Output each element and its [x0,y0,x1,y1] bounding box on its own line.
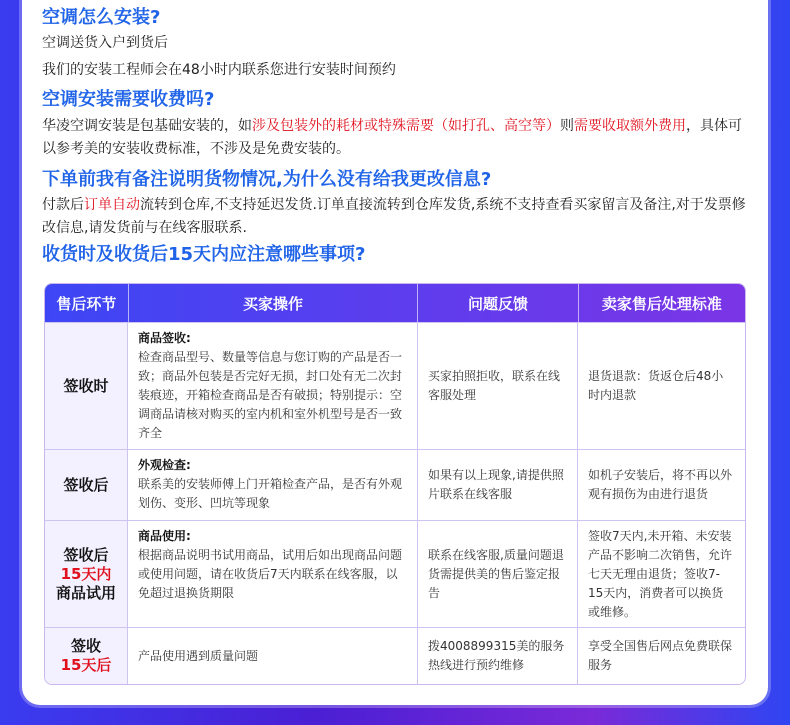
answer-text: 付款后 [42,197,84,213]
action-title: 商品签收: [138,331,191,345]
stage-label: 签收 [70,637,101,655]
after-sales-table [44,283,746,685]
faq-remark [42,168,752,240]
stage-label: 签收时 [63,376,109,395]
action-body: 检查商品型号、数量等信息与您订购的产品是否一致；商品外包装是否完好无损，封口处有无二次封装痕迹，开箱检查商品是否有破损；特别提示：空调商品请核对购买的室内机和室外机型号是否一致齐全 [138,350,403,440]
row-buyer-action [128,521,418,627]
faq-question: 空调安装需要收费吗? [42,89,215,110]
header-stage: 售后环节 [45,284,129,322]
header-buyer-action: 买家操作 [129,284,419,322]
row-seller-standard: 签收7天内,未开箱、未安装产品不影响二次销售，允许七天无理由退货；签收7-15天内，消费者可以换货或维修。 [578,521,745,627]
table-header [45,284,745,322]
faq-answer-line: 我们的安装工程师会在48小时内联系您进行安装时间预约 [42,62,396,78]
header-feedback: 问题反馈 [418,284,578,322]
answer-text: ，具体可以参考美的安装收费标准，不涉及是免费安装的。 [42,118,742,157]
stage-extra: 商品试用 [55,583,116,602]
answer-highlight: 订单自动 [84,197,140,213]
faq-question: 收货时及收货后15天内应注意哪些事项? [42,244,366,265]
row-seller-standard: 享受全国售后网点免费联保服务 [578,628,745,684]
row-feedback: 拨4008899315美的服务热线进行预约维修 [418,628,578,684]
faq-after-receipt [42,243,752,267]
row-stage [45,323,128,449]
action-title: 外观检查: [138,458,191,472]
table-row [45,449,745,520]
table-row [45,322,745,449]
faq-answer [42,115,752,161]
row-feedback: 买家拍照拒收，联系在线客服处理 [418,323,578,449]
answer-highlight: 需要收取额外费用 [574,118,686,134]
table-row [45,520,745,627]
action-body: 根据商品说明书试用商品，试用后如出现商品问题或使用问题，请在收货后7天内联系在线客服，以免超过退换货期限 [138,548,403,600]
row-feedback: 联系在线客服,质量问题退货需提供美的售后鉴定报告 [418,521,578,627]
faq-answer-line: 空调送货入户到货后 [42,35,168,51]
table-row [45,627,745,684]
row-seller-standard: 退货退款：货返仓后48小时内退款 [578,323,745,449]
action-title: 商品使用: [138,529,191,543]
row-feedback: 如果有以上现象,请提供照片联系在线客服 [418,450,578,520]
action-body: 产品使用遇到质量问题 [138,648,259,663]
answer-text: 流转到仓库,不支持延迟发货.订单直接流转到仓库发货,系统不支持查看买家留言及备注,对于发票修改信息,请发货前与在线客服联系. [42,197,746,236]
answer-text: 华凌空调安装是包基础安装的，如 [42,118,252,134]
faq-question: 空调怎么安装? [42,7,161,28]
row-buyer-action [128,628,418,684]
faq-install [42,6,752,82]
answer-highlight: 涉及包装外的耗材或特殊需要（如打孔、高空等） [252,118,560,134]
stage-period: 15天后 [60,656,112,674]
header-seller-standard: 卖家售后处理标准 [601,294,722,313]
stage-label: 签收后 [63,475,109,494]
row-buyer-action [128,450,418,520]
stage-label: 签收后 [63,545,109,564]
row-seller-standard: 如机子安装后，将不再以外观有损伤为由进行退货 [578,450,745,520]
row-buyer-action [128,323,418,449]
faq-fee [42,88,752,161]
action-body: 联系美的安装师傅上门开箱检查产品，是否有外观划伤、变形、凹坑等现象 [138,477,403,510]
row-stage [45,521,128,627]
row-stage [45,450,128,520]
row-stage [45,628,128,684]
stage-period: 15天内 [60,564,112,583]
faq-question: 下单前我有备注说明货物情况,为什么没有给我更改信息? [42,169,492,190]
faq-answer [42,194,752,240]
answer-text: 则 [560,118,574,134]
